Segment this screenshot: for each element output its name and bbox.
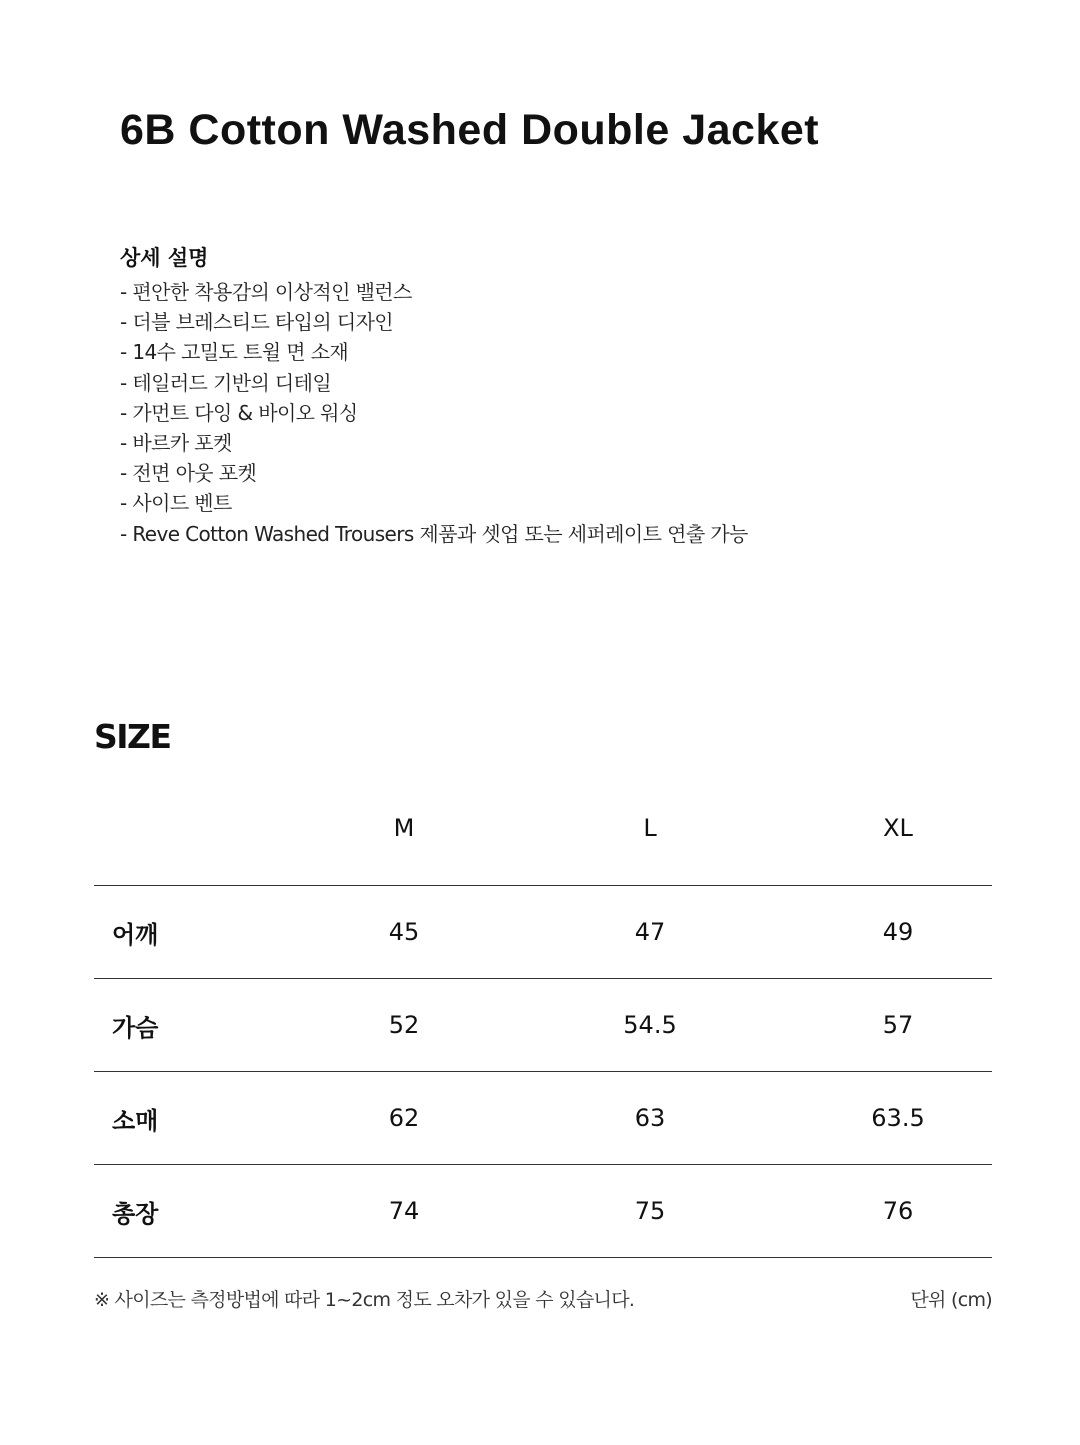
- table-row-shoulder: [94, 886, 992, 979]
- size-table: [94, 790, 992, 1258]
- description-section: [120, 243, 748, 549]
- table-row-chest: [94, 979, 992, 1072]
- description-item: - 바르카 포켓: [120, 431, 232, 456]
- table-cell: 74: [388, 1197, 420, 1225]
- table-cell: 75: [634, 1197, 666, 1225]
- column-header-l: L: [643, 814, 657, 842]
- column-header-xl: XL: [883, 814, 913, 842]
- row-label: 소매: [112, 1106, 159, 1135]
- table-row-length: [94, 1165, 992, 1258]
- table-cell: 57: [882, 1011, 914, 1039]
- size-heading: SIZE: [94, 717, 171, 756]
- description-item: - 사이드 벤트: [120, 491, 232, 516]
- table-cell: 76: [882, 1197, 914, 1225]
- size-note: ※ 사이즈는 측정방법에 따라 1~2cm 정도 오차가 있을 수 있습니다.: [94, 1289, 635, 1311]
- product-title: 6B Cotton Washed Double Jacket: [120, 106, 820, 154]
- size-table-header: [94, 790, 992, 886]
- unit-label: 단위 (cm): [910, 1289, 992, 1311]
- table-cell: 52: [388, 1011, 420, 1039]
- row-label: 어깨: [112, 920, 159, 949]
- table-cell: 63.5: [871, 1104, 925, 1132]
- table-cell: 62: [388, 1104, 420, 1132]
- description-item: - 14수 고밀도 트윌 면 소재: [120, 340, 349, 365]
- column-header-m: M: [393, 814, 415, 842]
- table-cell: 45: [388, 918, 420, 946]
- description-item: - 더블 브레스티드 타입의 디자인: [120, 310, 394, 335]
- table-cell: 49: [882, 918, 914, 946]
- description-list: [120, 277, 748, 549]
- row-label: 가슴: [112, 1013, 159, 1042]
- description-item: - 가먼트 다잉 & 바이오 워싱: [120, 400, 358, 425]
- description-heading: 상세 설명: [120, 246, 209, 270]
- table-row-sleeve: [94, 1072, 992, 1165]
- row-label: 총장: [112, 1199, 159, 1228]
- description-item: - Reve Cotton Washed Trousers 제품과 셋업 또는 세퍼레이트 연출 가능: [120, 521, 748, 546]
- table-cell: 54.5: [623, 1011, 677, 1039]
- description-item: - 편안한 착용감의 이상적인 밸런스: [120, 280, 412, 304]
- description-item: - 테일러드 기반의 디테일: [120, 370, 332, 395]
- table-cell: 63: [634, 1104, 666, 1132]
- description-item: - 전면 아웃 포켓: [120, 461, 257, 486]
- table-cell: 47: [634, 918, 666, 946]
